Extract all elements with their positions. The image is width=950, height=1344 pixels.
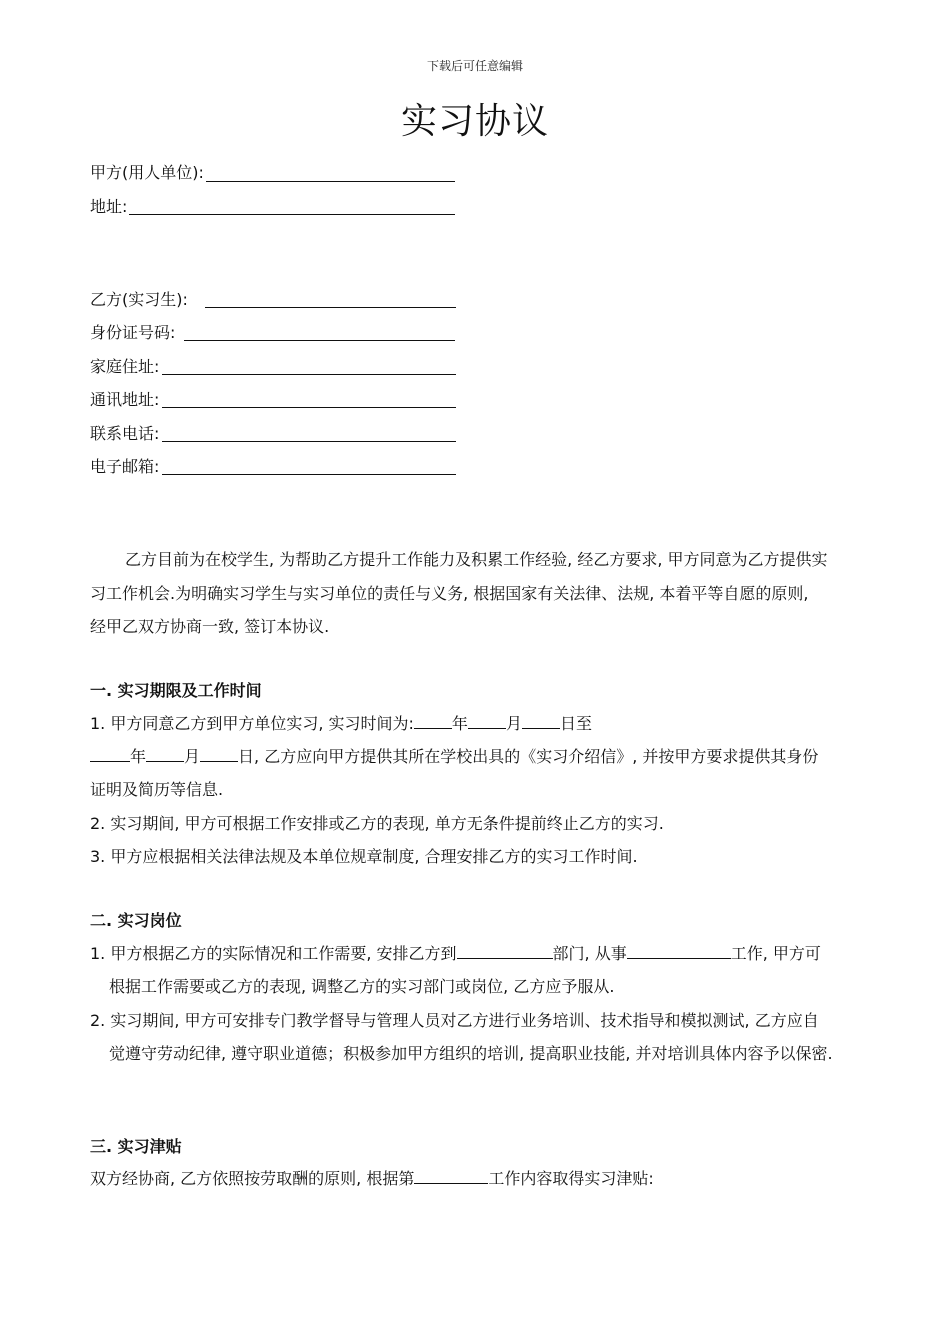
party-b-label: 乙方(实习生): xyxy=(90,290,188,309)
party-a-address-blank xyxy=(129,214,455,215)
section-2-item-1-text: 1. 甲方根据乙方的实际情况和工作需要, 安排乙方到 xyxy=(90,944,457,963)
home-address-field xyxy=(90,357,159,377)
mail-address-field xyxy=(90,390,159,410)
party-a-address-label: 地址: xyxy=(90,197,128,216)
start-year-blank xyxy=(414,714,452,729)
start-day-label: 日至 xyxy=(559,714,592,733)
section-2-item-1-line-a xyxy=(90,944,821,964)
section-2-heading: 二. 实习岗位 xyxy=(90,911,182,930)
mail-address-label: 通讯地址: xyxy=(90,390,160,409)
party-a-field xyxy=(90,163,204,183)
email-blank xyxy=(162,474,456,475)
document-title: 实习协议 xyxy=(400,101,549,142)
email-field xyxy=(90,457,159,477)
section-2-item-1-line-b: 根据工作需要或乙方的表现, 调整乙方的实习部门或岗位, 乙方应予服从. xyxy=(109,977,615,996)
section-3-heading: 三. 实习津贴 xyxy=(90,1137,182,1156)
section-1-heading: 一. 实习期限及工作时间 xyxy=(90,681,262,700)
start-day-blank xyxy=(522,714,560,729)
end-year-label: 年 xyxy=(130,747,147,766)
section-2-item-2-line-a: 2. 实习期间, 甲方可安排专门教学督导与管理人员对乙方进行业务培训、技术指导和模拟测试, 乙方应自 xyxy=(90,1011,819,1030)
section-3-text-a: 双方经协商, 乙方依照按劳取酬的原则, 根据第 xyxy=(90,1169,415,1188)
start-year-label: 年 xyxy=(451,714,468,733)
home-address-label: 家庭住址: xyxy=(90,357,160,376)
phone-blank xyxy=(162,441,456,442)
party-a-blank xyxy=(206,181,455,182)
phone-label: 联系电话: xyxy=(90,424,160,443)
section-3-text-b: 工作内容取得实习津贴: xyxy=(488,1169,654,1188)
work-label: 工作, 甲方可 xyxy=(730,944,821,963)
section-1-item-1-line-c: 证明及简历等信息. xyxy=(90,780,224,799)
section-1-item-3: 3. 甲方应根据相关法律法规及本单位规章制度, 合理安排乙方的实习工作时间. xyxy=(90,847,638,866)
id-number-blank xyxy=(184,340,455,341)
phone-field xyxy=(90,424,159,444)
end-day-blank xyxy=(200,747,238,762)
start-month-label: 月 xyxy=(505,714,522,733)
page-header-note: 下载后可任意编辑 xyxy=(426,59,523,73)
start-month-blank xyxy=(468,714,506,729)
item-number-blank xyxy=(414,1169,488,1184)
party-a-label: 甲方(用人单位): xyxy=(90,163,204,182)
home-address-blank xyxy=(162,374,456,375)
end-month-blank xyxy=(146,747,184,762)
party-b-blank xyxy=(205,307,456,308)
section-1-item-1-continuation: 日, 乙方应向甲方提供其所在学校出具的《实习介绍信》, 并按甲方要求提供其身份 xyxy=(238,747,819,766)
id-number-label: 身份证号码: xyxy=(90,323,176,342)
section-3-line xyxy=(90,1169,654,1189)
intro-line-3: 经甲乙双方协商一致, 签订本协议. xyxy=(90,617,330,636)
section-1-item-1-line-a xyxy=(90,714,592,734)
section-1-item-1-line-b xyxy=(90,747,818,767)
department-label: 部门, 从事 xyxy=(552,944,627,963)
section-2-item-2-line-b: 觉遵守劳动纪律, 遵守职业道德；积极参加甲方组织的培训, 提高职业技能, 并对培训具体内容予以保密. xyxy=(109,1044,833,1063)
email-label: 电子邮箱: xyxy=(90,457,160,476)
id-number-field xyxy=(90,323,175,343)
mail-address-blank xyxy=(162,407,456,408)
party-a-address-field xyxy=(90,197,127,217)
party-b-field xyxy=(90,290,188,310)
work-blank xyxy=(627,944,731,959)
intro-line-2: 习工作机会.为明确实习学生与实习单位的责任与义务, 根据国家有关法律、法规, 本着平等自愿的原则, xyxy=(90,584,809,603)
intro-line-1: 乙方目前为在校学生, 为帮助乙方提升工作能力及积累工作经验, 经乙方要求, 甲方同意为乙方提供实 xyxy=(125,550,828,569)
section-1-item-1-text: 1. 甲方同意乙方到甲方单位实习, 实习时间为: xyxy=(90,714,414,733)
department-blank xyxy=(457,944,553,959)
end-month-label: 月 xyxy=(184,747,201,766)
end-year-blank xyxy=(90,747,130,762)
section-1-item-2: 2. 实习期间, 甲方可根据工作安排或乙方的表现, 单方无条件提前终止乙方的实习. xyxy=(90,814,664,833)
